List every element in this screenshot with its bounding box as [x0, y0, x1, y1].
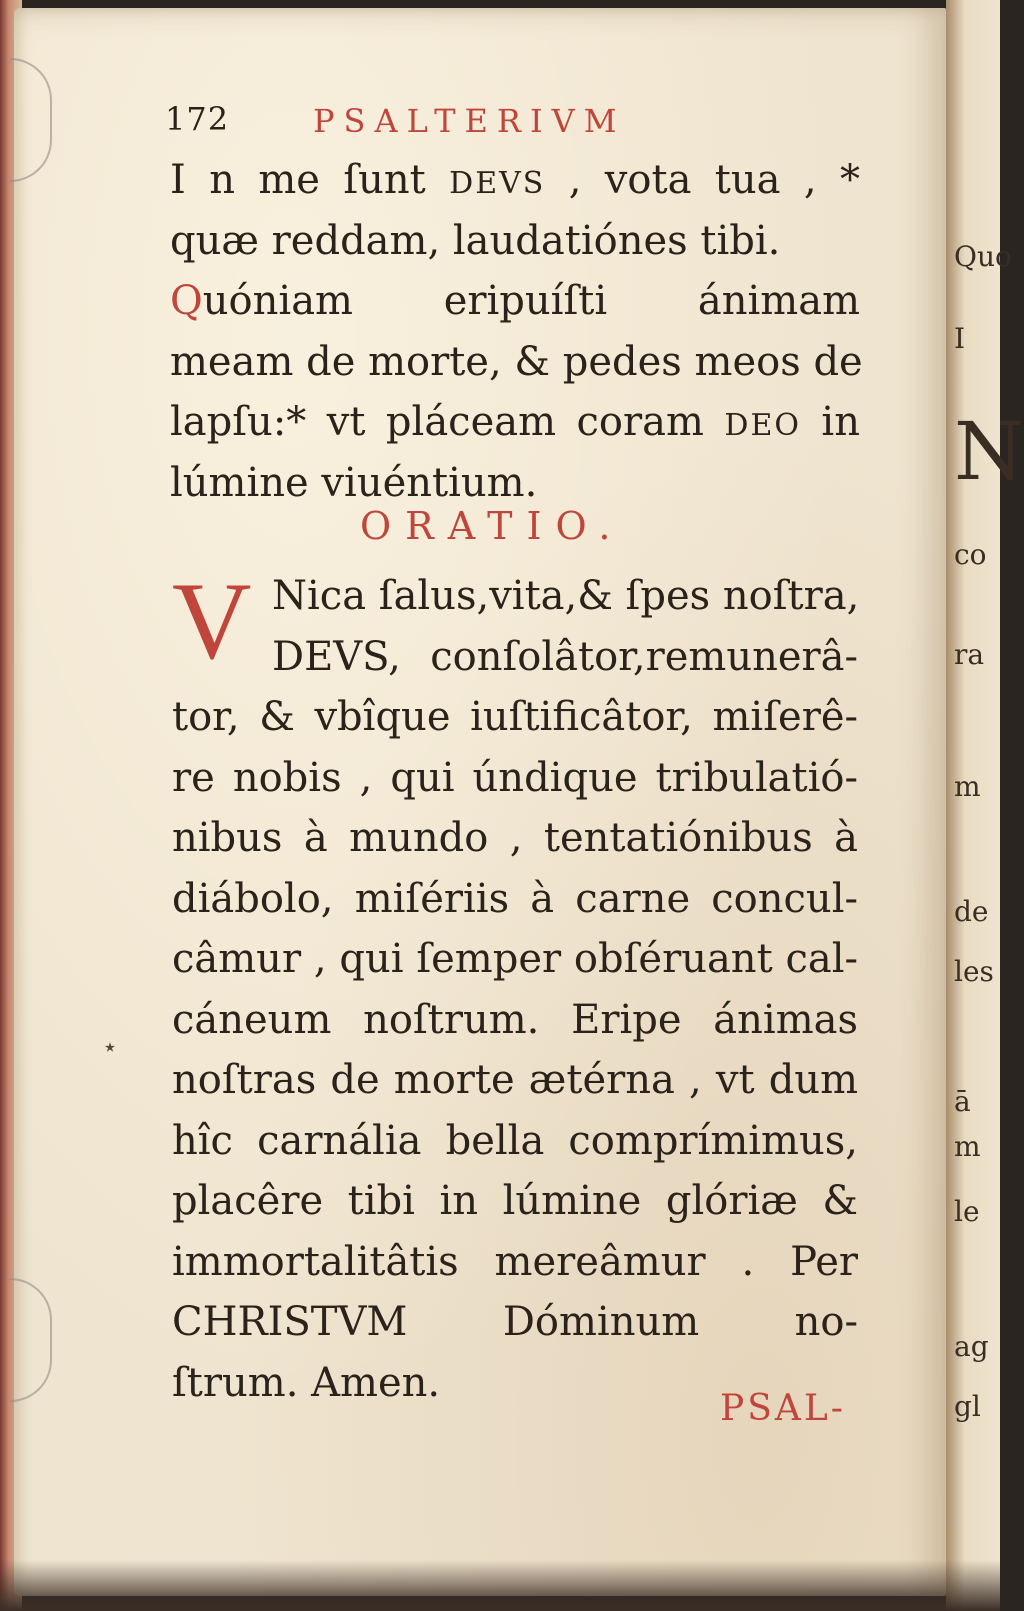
facing-page-fragment: co: [954, 538, 987, 571]
text-line: immortalitâtis mereâmur . Per: [172, 1238, 858, 1285]
facing-page-fragment: ā: [954, 1085, 971, 1118]
facing-page-fragment: ra: [954, 638, 985, 671]
text-line: ſtrum. Amen.: [172, 1359, 441, 1406]
text-line: DEVS, conſolâtor,remunerâ-: [272, 633, 858, 680]
text-line: tor, & vbîque iuſtificâtor, miſerê-: [172, 694, 858, 740]
text-line: Nica ſalus,vita,& ſpes noſtra,: [272, 573, 860, 619]
text-line: placêre tibi in lúmine glóriæ &: [172, 1178, 858, 1224]
text-line: lapſu:* vt pláceam coram DEO in: [170, 399, 860, 445]
facing-page-fragment: ag: [954, 1330, 989, 1363]
facing-page-fragment: I: [954, 322, 966, 355]
facing-page-edge: [946, 0, 1024, 1611]
drop-cap: V: [172, 560, 252, 682]
text-line: Quóniam eripuíſti ánimam: [170, 278, 860, 324]
running-title: PSALTERIVM: [313, 102, 626, 140]
text-line: lúmine viuéntium.: [170, 459, 538, 506]
text-line: quæ reddam, laudatiónes tibi.: [170, 217, 781, 264]
verse-initial: Q: [170, 278, 203, 324]
prayer-text: [172, 560, 860, 1413]
psalm-text: [170, 150, 863, 513]
text-line: noſtras de morte ætérna , vt dum: [172, 1057, 858, 1103]
facing-page-fragment: les: [954, 955, 994, 988]
ink-speck: ٭: [104, 1035, 116, 1060]
text-line: cáneum noſtrum. Eripe ánimas: [172, 996, 858, 1043]
facing-page-fragment: Quo: [954, 240, 1012, 273]
facing-page-fragment: le: [954, 1195, 980, 1228]
divine-name: DEVS: [449, 166, 546, 201]
divine-name: DEO: [724, 408, 801, 443]
facing-page-fragment: gl: [954, 1390, 981, 1423]
section-heading: ORATIO.: [360, 504, 625, 548]
text-line: hîc carnália bella comprímimus,: [172, 1117, 858, 1164]
text-line: diábolo, miſériis à carne concul-: [172, 875, 858, 922]
text-line: câmur , qui ſemper obſéruant cal-: [172, 936, 858, 982]
page-number: 172: [165, 100, 230, 138]
text-line: I n me ſunt DEVS , vota tua , *: [170, 157, 860, 203]
bottom-shadow: [0, 1560, 1000, 1611]
facing-page-fragment: N: [954, 405, 1024, 498]
binding-ring: [10, 1278, 52, 1402]
facing-page-fragment: m: [954, 770, 981, 803]
catchword: PSAL-: [720, 1388, 846, 1429]
text-line: CHRISTVM Dóminum no-: [172, 1299, 858, 1345]
text-line: re nobis , qui úndique tribulatió-: [172, 754, 858, 801]
facing-page-fragment: m: [954, 1130, 981, 1163]
text-line: nibus à mundo , tentatiónibus à: [172, 815, 858, 861]
facing-page-fragment: de: [954, 895, 989, 928]
binding-ring: [10, 58, 52, 182]
page-header: [165, 100, 865, 150]
text-line: meam de morte, & pedes meos de: [170, 338, 863, 385]
